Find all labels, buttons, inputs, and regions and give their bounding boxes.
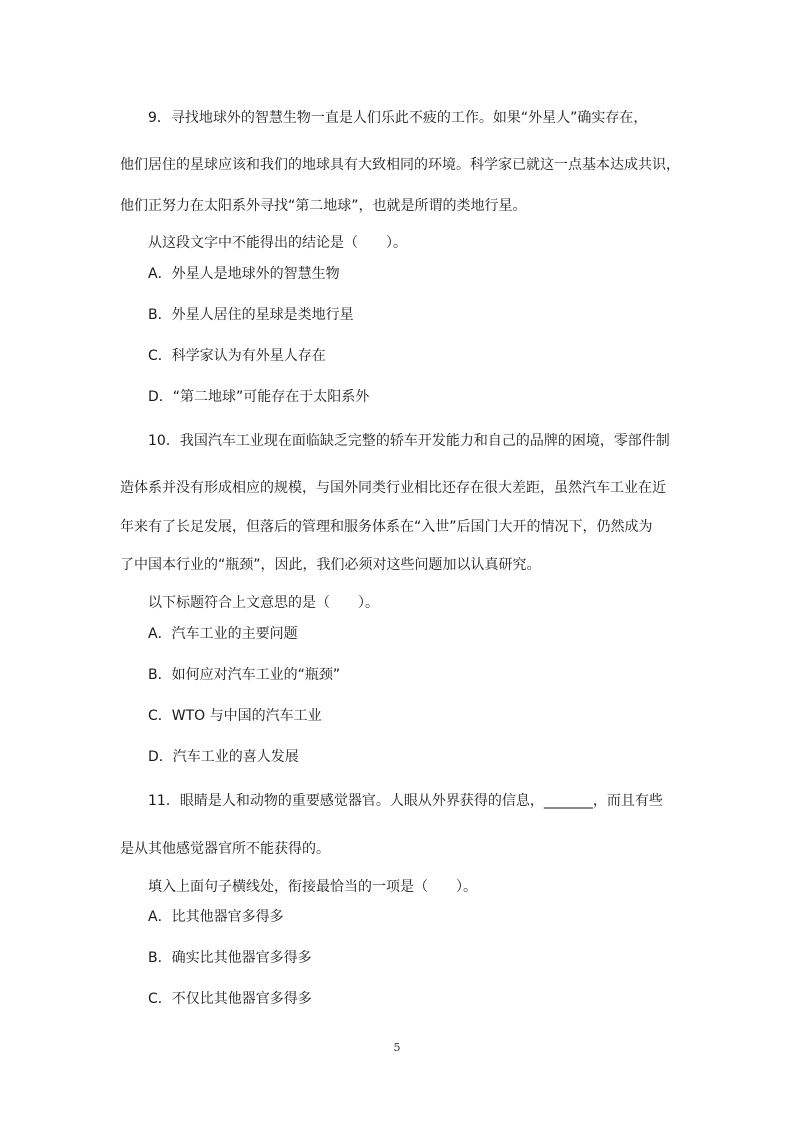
question-11-line-1: 11．眼睛是人和动物的重要感觉器官。人眼从外界获得的信息，_______，而且有些	[148, 793, 663, 809]
question-11-prompt: 填入上面句子横线处，衔接最恰当的一项是（ ）。	[148, 879, 477, 895]
question-11-line-2: 是从其他感觉器官所不能获得的。	[120, 841, 330, 857]
question-9-line-1: 9．寻找地球外的智慧生物一直是人们乐此不疲的工作。如果“外星人”确实存在，	[148, 110, 648, 126]
question-9-prompt: 从这段文字中不能得出的结论是（ ）。	[148, 235, 407, 251]
question-9-line-3: 他们正努力在太阳系外寻找“第二地球”，也就是所谓的类地行星。	[120, 198, 527, 214]
question-11-option-a: A．比其他器官多得多	[148, 909, 284, 925]
page-number: 5	[393, 1041, 401, 1054]
question-9-option-b: B．外星人居住的星球是类地行星	[148, 307, 354, 323]
question-10-line-1: 10．我国汽车工业现在面临缺乏完整的轿车开发能力和自己的品牌的困境，零部件制	[148, 433, 670, 449]
question-9-line-2: 他们居住的星球应该和我们的地球具有大致相同的环境。科学家已就这一点基本达成共识，	[120, 157, 680, 173]
question-10-line-2: 造体系并没有形成相应的规模，与国外同类行业相比还存在很大差距，虽然汽车工业在近	[120, 480, 666, 496]
question-10-option-b: B．如何应对汽车工业的“瓶颈”	[148, 667, 341, 683]
question-10-line-4: 了中国本行业的“瓶颈”，因此，我们必须对这些问题加以认真研究。	[120, 557, 541, 573]
question-9-option-a: A．外星人是地球外的智慧生物	[148, 266, 340, 282]
question-10-option-a: A．汽车工业的主要问题	[148, 626, 298, 642]
question-9-option-d: D．“第二地球”可能存在于太阳系外	[148, 389, 370, 405]
question-10-prompt: 以下标题符合上文意思的是（ ）。	[148, 595, 379, 611]
question-9-option-c: C．科学家认为有外星人存在	[148, 348, 326, 364]
question-11-option-c: C．不仅比其他器官多得多	[148, 991, 312, 1007]
question-11-option-b: B．确实比其他器官多得多	[148, 950, 312, 966]
question-10-option-c: C．WTO 与中国的汽车工业	[148, 708, 322, 724]
question-10-line-3: 年来有了长足发展，但落后的管理和服务体系在“入世”后国门大开的情况下，仍然成为	[120, 519, 653, 535]
question-10-option-d: D．汽车工业的喜人发展	[148, 749, 299, 765]
